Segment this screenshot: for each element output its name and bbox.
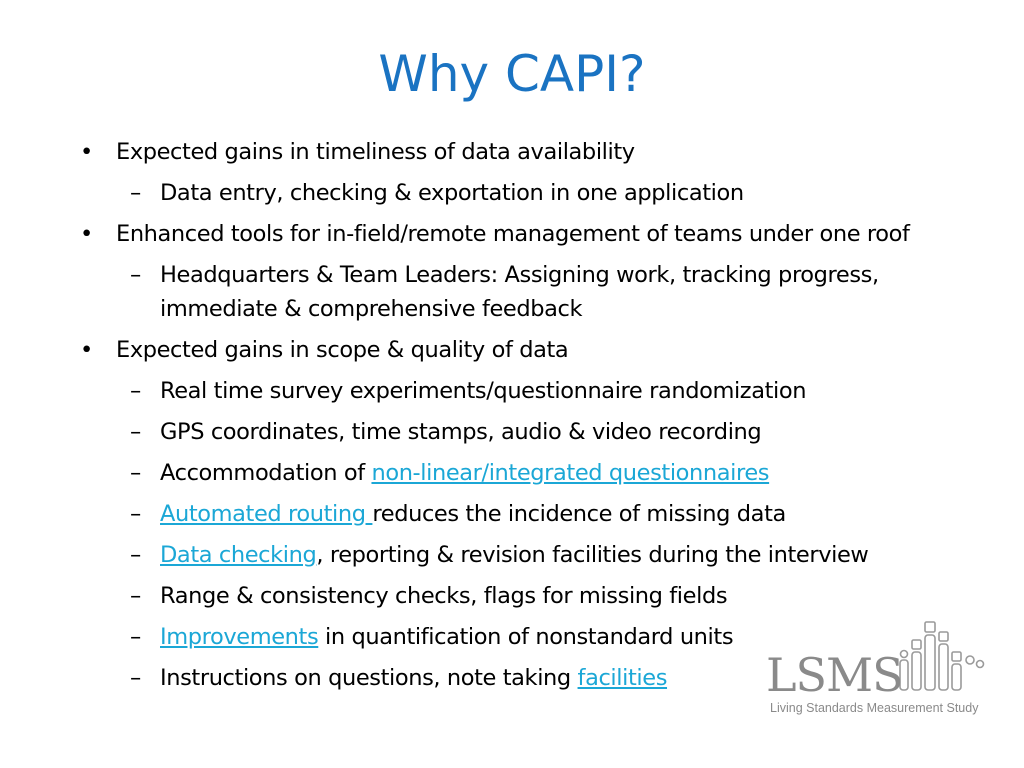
sub-bullet-text: Data entry, checking & exportation in one application xyxy=(160,180,744,206)
bullet-marker: • xyxy=(80,139,94,165)
sub-bullet-marker: – xyxy=(130,419,142,445)
sub-bullet-text: Instructions on questions, note taking xyxy=(160,665,578,691)
sub-bullet-text: in quantification of nonstandard units xyxy=(318,624,734,650)
sub-bullet-text-continued: immediate & comprehensive feedback xyxy=(160,296,583,322)
sub-bullet-line xyxy=(160,538,868,572)
sub-bullet-text: , reporting & revision facilities during the interview xyxy=(316,542,869,568)
sub-bullet-text: Headquarters & Team Leaders: Assigning work, tracking progress, xyxy=(160,262,879,288)
sub-bullet-line xyxy=(160,497,786,531)
slide-title: Why CAPI? xyxy=(378,45,646,103)
sub-bullet-text: GPS coordinates, time stamps, audio & video recording xyxy=(160,419,762,445)
bullet-marker: • xyxy=(80,337,94,363)
sub-bullet-line xyxy=(160,661,667,695)
improvements-link[interactable]: Improvements xyxy=(160,624,319,650)
bullet-text: Expected gains in scope & quality of data xyxy=(116,337,569,363)
automated-routing-link[interactable]: Automated routing xyxy=(160,501,373,527)
sub-bullet-marker: – xyxy=(130,542,142,568)
sub-bullet-marker: – xyxy=(130,460,142,486)
lsms-logo xyxy=(762,620,992,720)
sub-bullet-text: Range & consistency checks, flags for missing fields xyxy=(160,583,728,609)
sub-bullet-marker: – xyxy=(130,583,142,609)
sub-bullet-line xyxy=(160,456,769,490)
logo-wordmark: LSMS xyxy=(766,648,903,702)
facilities-link[interactable]: facilities xyxy=(577,665,668,691)
sub-bullet-line xyxy=(160,620,733,654)
sub-bullet-marker: – xyxy=(130,665,142,691)
sub-bullet-marker: – xyxy=(130,180,142,206)
bullet-text: Expected gains in timeliness of data availability xyxy=(116,139,635,165)
bullet-text: Enhanced tools for in-field/remote management of teams under one roof xyxy=(116,221,910,247)
bullet-marker: • xyxy=(80,221,94,247)
sub-bullet-text: reduces the incidence of missing data xyxy=(372,501,786,527)
sub-bullet-marker: – xyxy=(130,262,142,288)
sub-bullet-text: Real time survey experiments/questionnaire randomization xyxy=(160,378,807,404)
sub-bullet-text: Accommodation of xyxy=(160,460,372,486)
sub-bullet-marker: – xyxy=(130,624,142,650)
data-checking-link[interactable]: Data checking xyxy=(160,542,317,568)
lsms-bars-icon xyxy=(898,620,988,696)
questionnaires-link[interactable]: non-linear/integrated questionnaires xyxy=(371,460,770,486)
sub-bullet-marker: – xyxy=(130,378,142,404)
logo-subtitle: Living Standards Measurement Study xyxy=(770,701,979,715)
sub-bullet-marker: – xyxy=(130,501,142,527)
